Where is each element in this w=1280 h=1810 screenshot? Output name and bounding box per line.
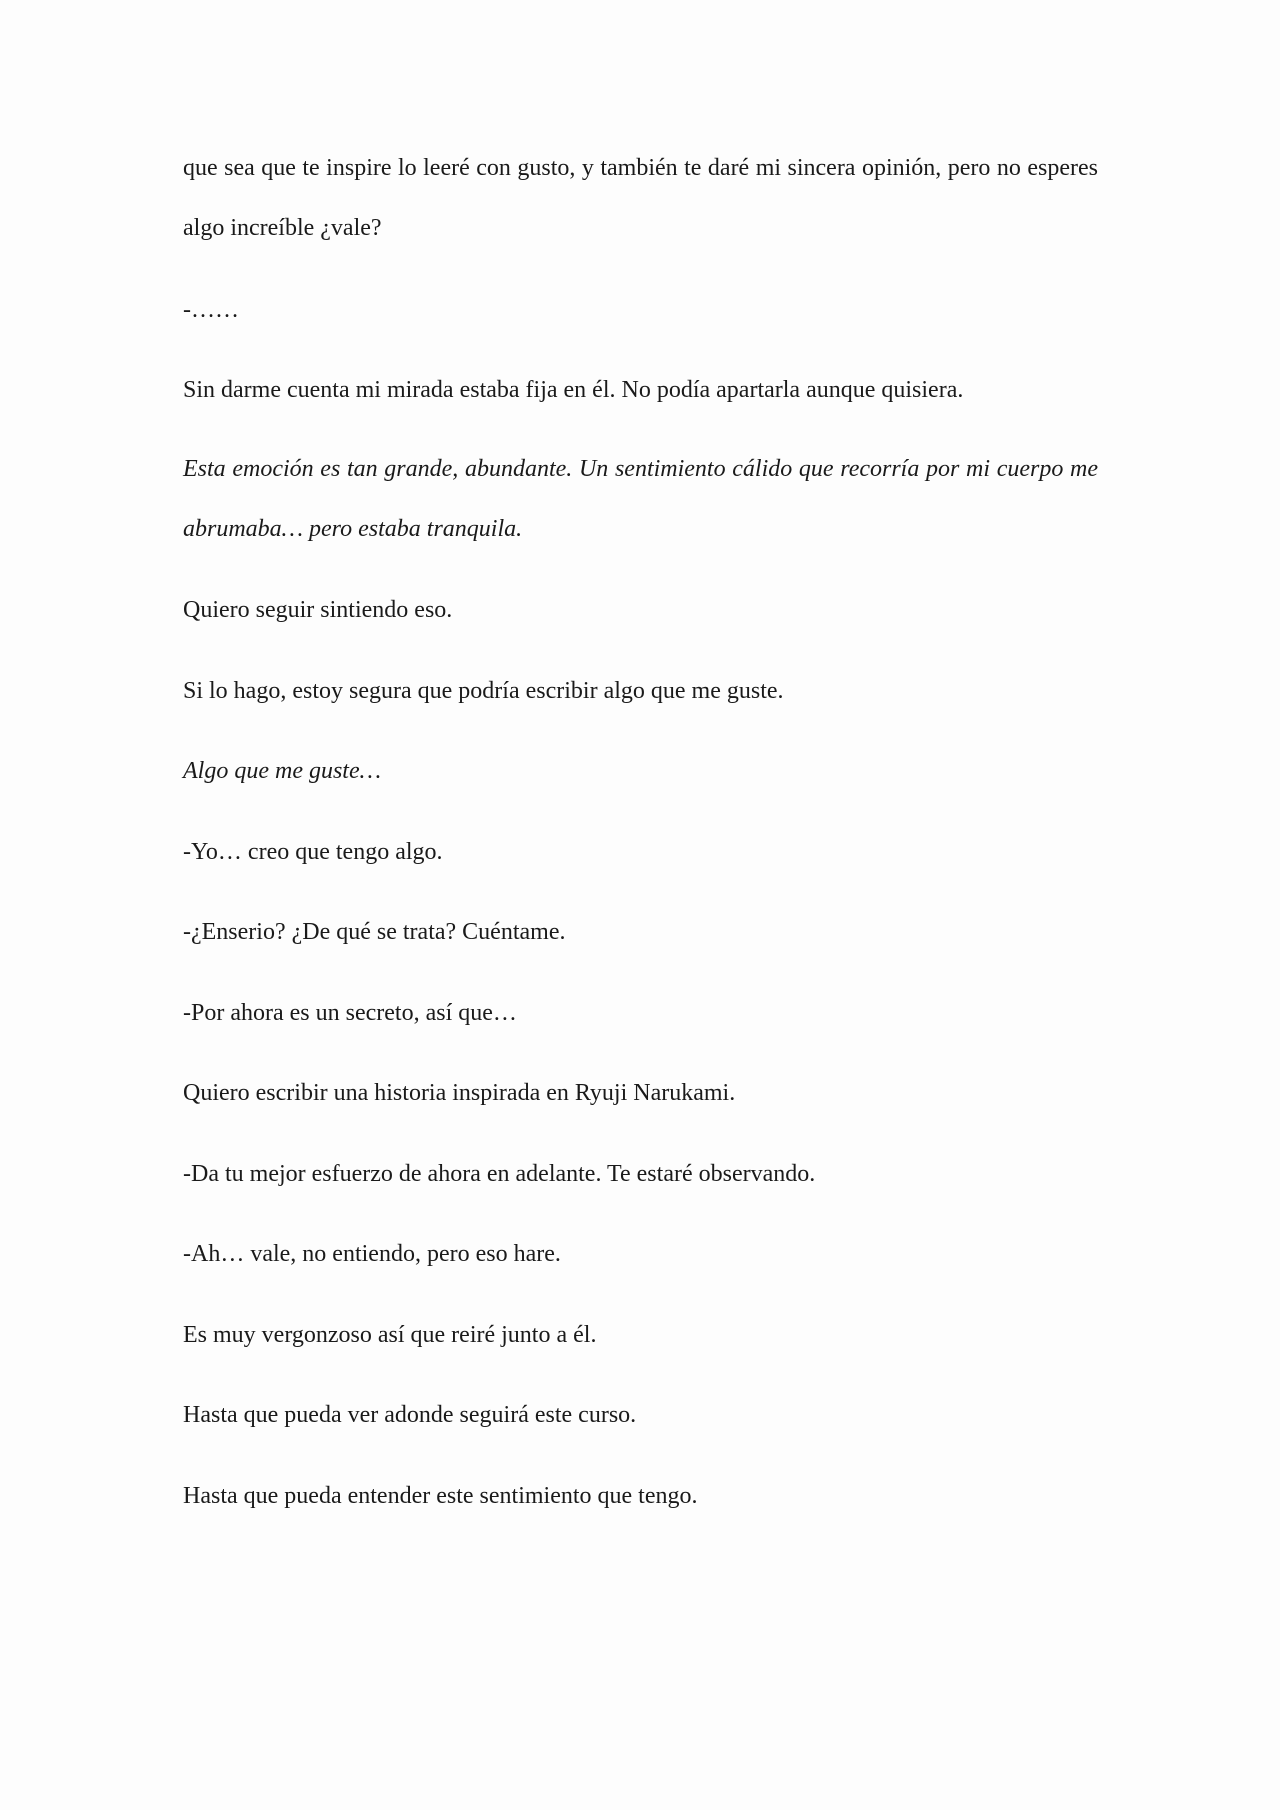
paragraph-text: Esta emoción es tan grande, abundante. Un sentimiento cálido que recorría por mi cuerpo me abrumaba… pero estaba tranquila. bbox=[183, 456, 1098, 542]
paragraph-ellipsis bbox=[183, 280, 1098, 340]
paragraph-text: -Yo… creo que tengo algo. bbox=[183, 839, 443, 865]
paragraph-text: -Por ahora es un secreto, así que… bbox=[183, 1000, 517, 1026]
paragraph-gaze bbox=[183, 360, 1098, 420]
paragraph-write bbox=[183, 661, 1098, 721]
paragraph-emotion bbox=[183, 439, 1098, 559]
paragraph-ah-okay bbox=[183, 1224, 1098, 1284]
paragraph-understand bbox=[183, 1466, 1098, 1526]
paragraph-text: Quiero seguir sintiendo eso. bbox=[183, 597, 453, 623]
paragraph-i-think bbox=[183, 822, 1098, 882]
paragraph-something-i-like bbox=[183, 741, 1098, 801]
paragraph-text: -…… bbox=[183, 297, 239, 323]
paragraph-really bbox=[183, 902, 1098, 962]
paragraph-text: -¿Enserio? ¿De qué se trata? Cuéntame. bbox=[183, 919, 566, 945]
paragraph-text: Sin darme cuenta mi mirada estaba fija en él. No podía apartarla aunque quisiera. bbox=[183, 377, 964, 403]
paragraph-story bbox=[183, 1063, 1098, 1123]
paragraph-opinion bbox=[183, 138, 1098, 258]
paragraph-text: -Ah… vale, no entiendo, pero eso hare. bbox=[183, 1241, 561, 1267]
paragraph-text: que sea que te inspire lo leeré con gusto, y también te daré mi sincera opinión, pero no esperes algo increíble ¿vale? bbox=[183, 155, 1098, 241]
paragraph-text: Algo que me guste… bbox=[183, 758, 381, 784]
paragraph-text: Es muy vergonzoso así que reiré junto a él. bbox=[183, 1322, 597, 1348]
paragraph-text: -Da tu mejor esfuerzo de ahora en adelante. Te estaré observando. bbox=[183, 1161, 816, 1187]
paragraph-text: Si lo hago, estoy segura que podría escribir algo que me guste. bbox=[183, 678, 784, 704]
paragraph-best-effort bbox=[183, 1144, 1098, 1204]
paragraph-text: Hasta que pueda ver adonde seguirá este curso. bbox=[183, 1402, 637, 1428]
paragraph-embarrassing bbox=[183, 1305, 1098, 1365]
paragraph-secret bbox=[183, 983, 1098, 1043]
paragraph-text: Quiero escribir una historia inspirada en Ryuji Narukami. bbox=[183, 1080, 736, 1106]
paragraph-keep-feeling bbox=[183, 580, 1098, 640]
paragraph-text: Hasta que pueda entender este sentimiento que tengo. bbox=[183, 1483, 698, 1509]
paragraph-course bbox=[183, 1385, 1098, 1445]
